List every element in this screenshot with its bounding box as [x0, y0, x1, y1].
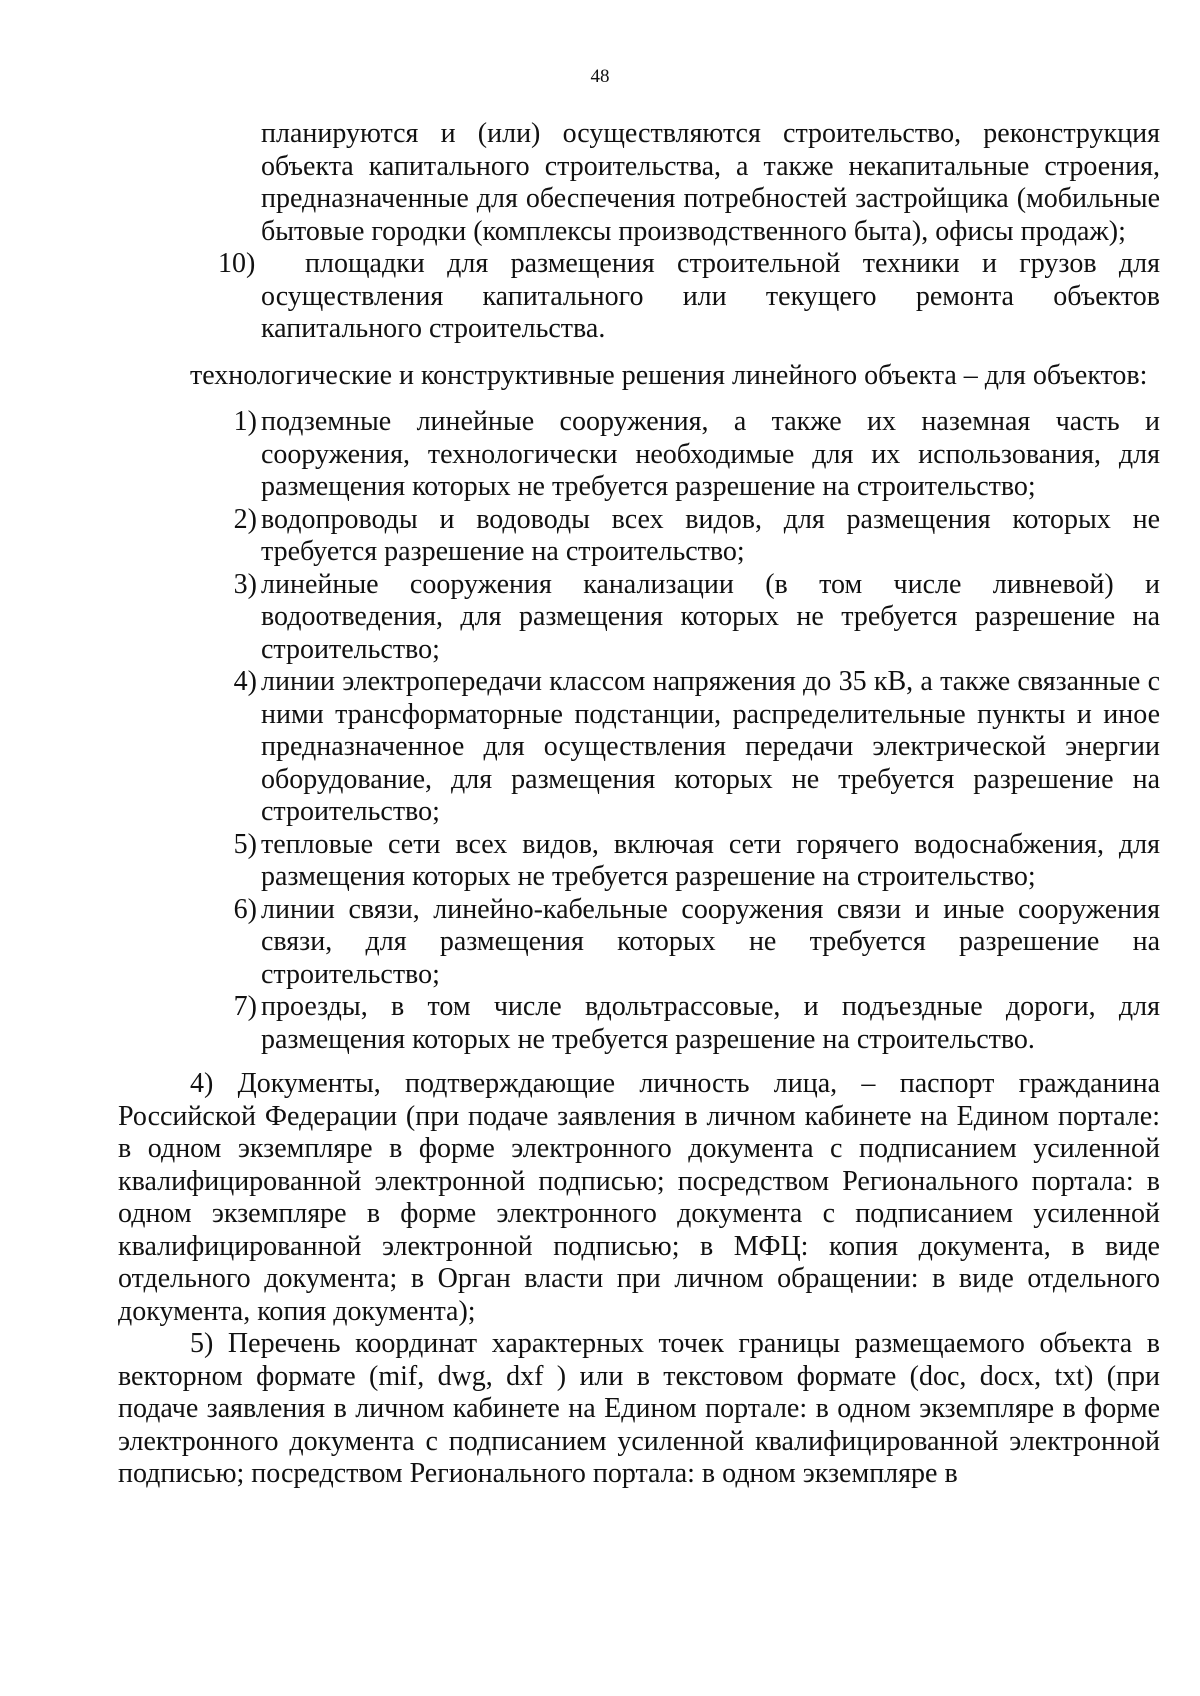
list-text: линии связи, линейно-кабельные сооружения связи и иные сооружения связи, для размещения которых не требуется разрешение на строительство;	[261, 893, 1160, 990]
list-number: 7)	[233, 991, 257, 1022]
list-item	[118, 829, 1160, 894]
page-number: 48	[590, 66, 610, 87]
list-item	[118, 504, 1160, 569]
linear-intro-paragraph: технологические и конструктивные решения линейного объекта – для объектов:	[190, 359, 1148, 391]
list-number: 1)	[233, 406, 257, 437]
list-text: проезды, в том числе вдольтрассовые, и подъездные дороги, для размещения которых не требуется разрешение на строительство.	[261, 991, 1160, 1055]
paragraph-4: 4) Документы, подтверждающие личность лица, – паспорт гражданина Российской Федерации (при подаче заявления в личном кабинете на Едином портале: в одном экземпляре в форме электронного документа с подписанием усиленной квалифицированной электронной подписью; посредством Регионального портала: в одном экземпляре в форме электронного документа с подписанием усиленной квалифицированной электронной подписью; в МФЦ: копия документа, в виде отдельного документа; в Орган власти при личном обращении: в виде отдельного документа, копия документа);	[118, 1068, 1160, 1327]
list-number: 10)	[218, 248, 256, 279]
list-text: линии электропередачи классом напряжения до 35 кВ, а также связанные с ними трансформаторные подстанции, распределительные пункты и иное предназначенное для осуществления передачи электрической энергии оборудование, для размещения которых не требуется разрешение на строительство;	[261, 666, 1160, 827]
linear-objects-list	[118, 406, 1160, 1056]
list-text: площадки для размещения строительной техники и грузов для осуществления капитального или текущего ремонта объектов капитального строительства.	[261, 248, 1160, 344]
list-text: линейные сооружения канализации (в том числе ливневой) и водоотведения, для размещения которых не требуется разрешение на строительство;	[261, 568, 1160, 665]
list-item	[118, 406, 1160, 504]
list-number: 3)	[233, 568, 257, 600]
list-number: 4)	[233, 666, 257, 697]
list-text: подземные линейные сооружения, а также их наземная часть и сооружения, технологически необходимые для их использования, для размещения которых не требуется разрешение на строительство;	[261, 406, 1160, 502]
list-item	[118, 991, 1160, 1056]
list-item	[118, 569, 1160, 667]
list-item	[118, 666, 1160, 829]
list-item-10	[118, 248, 1160, 346]
list-text: тепловые сети всех видов, включая сети горячего водоснабжения, для размещения которых не требуется разрешение на строительство;	[261, 828, 1160, 892]
document-body	[118, 118, 1160, 1491]
list-number: 2)	[233, 503, 257, 535]
continuation-text: планируются и (или) осуществляются строительство, реконструкция объекта капитального строительства, а также некапитальные строения, предназначенные для обеспечения потребностей застройщика (мобильные бытовые городки (комплексы производственного быта), офисы продаж);	[261, 118, 1160, 247]
list-item	[118, 894, 1160, 992]
paragraph-5: 5) Перечень координат характерных точек границы размещаемого объекта в векторном формате (mif, dwg, dxf ) или в текстовом формате (doc, docx, txt) (при подаче заявления в личном кабинете на Едином портале: в одном экземпляре в форме электронного документа с подписанием усиленной квалифицированной электронной подписью; посредством Регионального портала: в одном экземпляре в	[118, 1328, 1160, 1489]
list-number: 5)	[233, 828, 257, 860]
list-number: 6)	[233, 893, 257, 925]
list-text: водопроводы и водоводы всех видов, для размещения которых не требуется разрешение на строительство;	[261, 503, 1160, 567]
